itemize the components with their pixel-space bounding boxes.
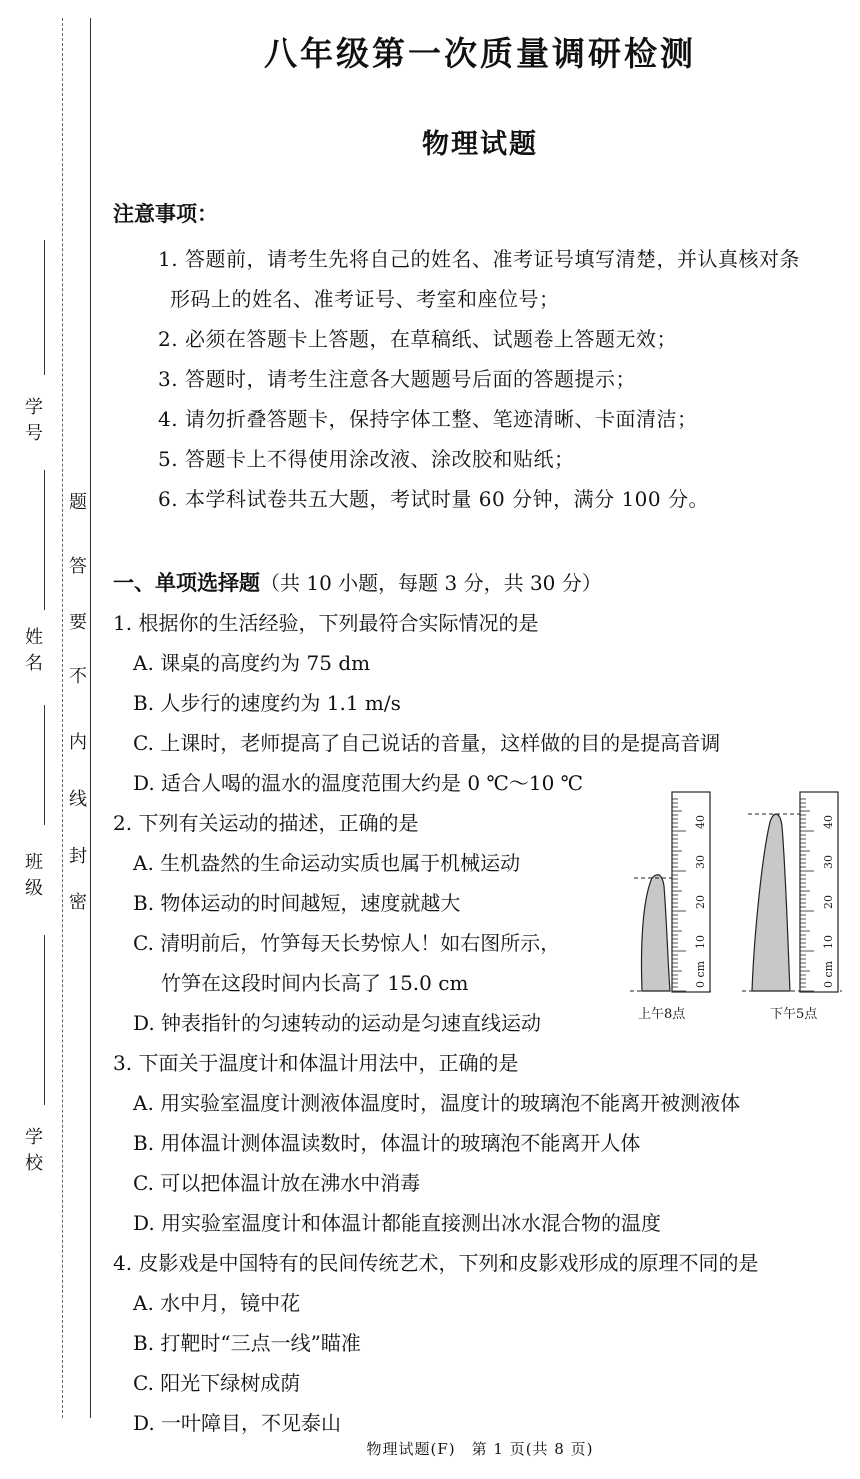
seal-char: 答 xyxy=(69,556,87,577)
ruler-label: 20 xyxy=(822,895,835,909)
ruler-label: 30 xyxy=(822,855,835,869)
question-option: D. 用实验室温度计和体温计都能直接测出冰水混合物的温度 xyxy=(133,1211,662,1235)
seal-char: 封 xyxy=(69,846,87,867)
caption-morning: 上午8点 xyxy=(638,1007,686,1022)
question-option: A. 课桌的高度约为 75 dm xyxy=(133,651,371,675)
binding-margin xyxy=(0,0,100,1479)
ruler-morning xyxy=(672,792,710,992)
seal-char: 线 xyxy=(69,789,87,810)
ruler-label: 30 xyxy=(694,855,707,869)
seal-char: 要 xyxy=(69,612,87,633)
name-blank xyxy=(44,470,45,610)
exam-subtitle: 物理试题 xyxy=(422,129,538,160)
seal-char: 内 xyxy=(69,732,87,753)
section-title: 一、单项选择题 xyxy=(113,570,260,595)
question-stem: 2. 下列有关运动的描述，正确的是 xyxy=(113,811,419,835)
ruler-label: 20 xyxy=(694,895,707,909)
notice-item: 1. 答题前，请考生先将自己的姓名、准考证号填写清楚，并认真核对条 xyxy=(158,247,800,271)
question-option: B. 人步行的速度约为 1.1 m/s xyxy=(133,691,401,715)
notice-heading: 注意事项： xyxy=(113,201,218,226)
question-option: A. 生机盎然的生命运动实质也属于机械运动 xyxy=(133,851,521,875)
seal-char: 密 xyxy=(69,892,87,913)
question-option: B. 用体温计测体温读数时，体温计的玻璃泡不能离开人体 xyxy=(133,1131,641,1155)
seal-char: 题 xyxy=(69,492,87,513)
caption-afternoon: 下午5点 xyxy=(770,1007,818,1022)
ruler-label: 40 xyxy=(694,815,707,829)
question-option: D. 适合人喝的温水的温度范围大约是 0 ℃～10 ℃ xyxy=(133,771,584,795)
student-id-blank xyxy=(44,240,45,375)
label-school: 学校 xyxy=(25,1127,43,1174)
question-option: D. 一叶障目，不见泰山 xyxy=(133,1411,342,1435)
question-option: C. 阳光下绿树成荫 xyxy=(133,1371,301,1395)
label-student-id: 学号 xyxy=(25,397,43,444)
label-class: 班级 xyxy=(25,852,43,899)
ruler-label: 0 cm xyxy=(822,960,835,988)
question-stem: 1. 根据你的生活经验，下列最符合实际情况的是 xyxy=(113,611,539,635)
seal-line xyxy=(90,18,91,1418)
school-blank xyxy=(44,935,45,1105)
bamboo-shoot-morning xyxy=(641,875,670,991)
dashed-cut-line xyxy=(62,18,63,1418)
notice-item: 形码上的姓名、准考证号、考室和座位号； xyxy=(170,287,560,311)
notice-item: 3. 答题时，请考生注意各大题题号后面的答题提示； xyxy=(158,367,636,391)
question-option: B. 打靶时“三点一线”瞄准 xyxy=(133,1331,361,1355)
question-stem: 4. 皮影戏是中国特有的民间传统艺术，下列和皮影戏形成的原理不同的是 xyxy=(113,1251,759,1275)
question-option: A. 用实验室温度计测液体温度时，温度计的玻璃泡不能离开被测液体 xyxy=(133,1091,741,1115)
ruler-afternoon xyxy=(800,792,838,992)
notice-item: 4. 请勿折叠答题卡，保持字体工整、笔迹清晰、卡面清洁； xyxy=(158,407,698,431)
notice-item: 5. 答题卡上不得使用涂改液、涂改胶和贴纸； xyxy=(158,447,575,471)
question-option: C. 可以把体温计放在沸水中消毒 xyxy=(133,1171,421,1195)
notice-item: 2. 必须在答题卡上答题，在草稿纸、试题卷上答题无效； xyxy=(158,327,677,351)
label-name: 姓名 xyxy=(25,627,43,674)
exam-title: 八年级第一次质量调研检测 xyxy=(264,34,696,73)
question-option: 竹笋在这段时间内长高了 15.0 cm xyxy=(161,971,469,995)
class-blank xyxy=(44,705,45,825)
seal-char: 不 xyxy=(69,666,87,687)
bamboo-ruler-diagram xyxy=(630,786,844,1026)
bamboo-shoot-afternoon xyxy=(752,814,790,991)
bamboo-shoot-figure xyxy=(630,786,844,1026)
question-stem: 3. 下面关于温度计和体温计用法中，正确的是 xyxy=(113,1051,519,1075)
question-option: C. 上课时，老师提高了自己说话的音量，这样做的目的是提高音调 xyxy=(133,731,721,755)
section-note: （共 10 小题，每题 3 分，共 30 分） xyxy=(260,571,602,595)
ruler-label: 40 xyxy=(822,815,835,829)
ruler-label: 0 cm xyxy=(694,960,707,988)
question-option: B. 物体运动的时间越短，速度就越大 xyxy=(133,891,461,915)
ruler-label: 10 xyxy=(694,935,707,949)
question-option: C. 清明前后，竹笋每天长势惊人！如右图所示， xyxy=(133,931,561,955)
question-option: D. 钟表指针的匀速转动的运动是匀速直线运动 xyxy=(133,1011,542,1035)
ruler-label: 10 xyxy=(822,935,835,949)
page-footer: 物理试题(F) 第 1 页(共 8 页) xyxy=(366,1440,594,1458)
question-option: A. 水中月，镜中花 xyxy=(133,1291,301,1315)
section-heading xyxy=(113,563,848,603)
notice-item: 6. 本学科试卷共五大题，考试时量 60 分钟，满分 100 分。 xyxy=(158,487,709,511)
